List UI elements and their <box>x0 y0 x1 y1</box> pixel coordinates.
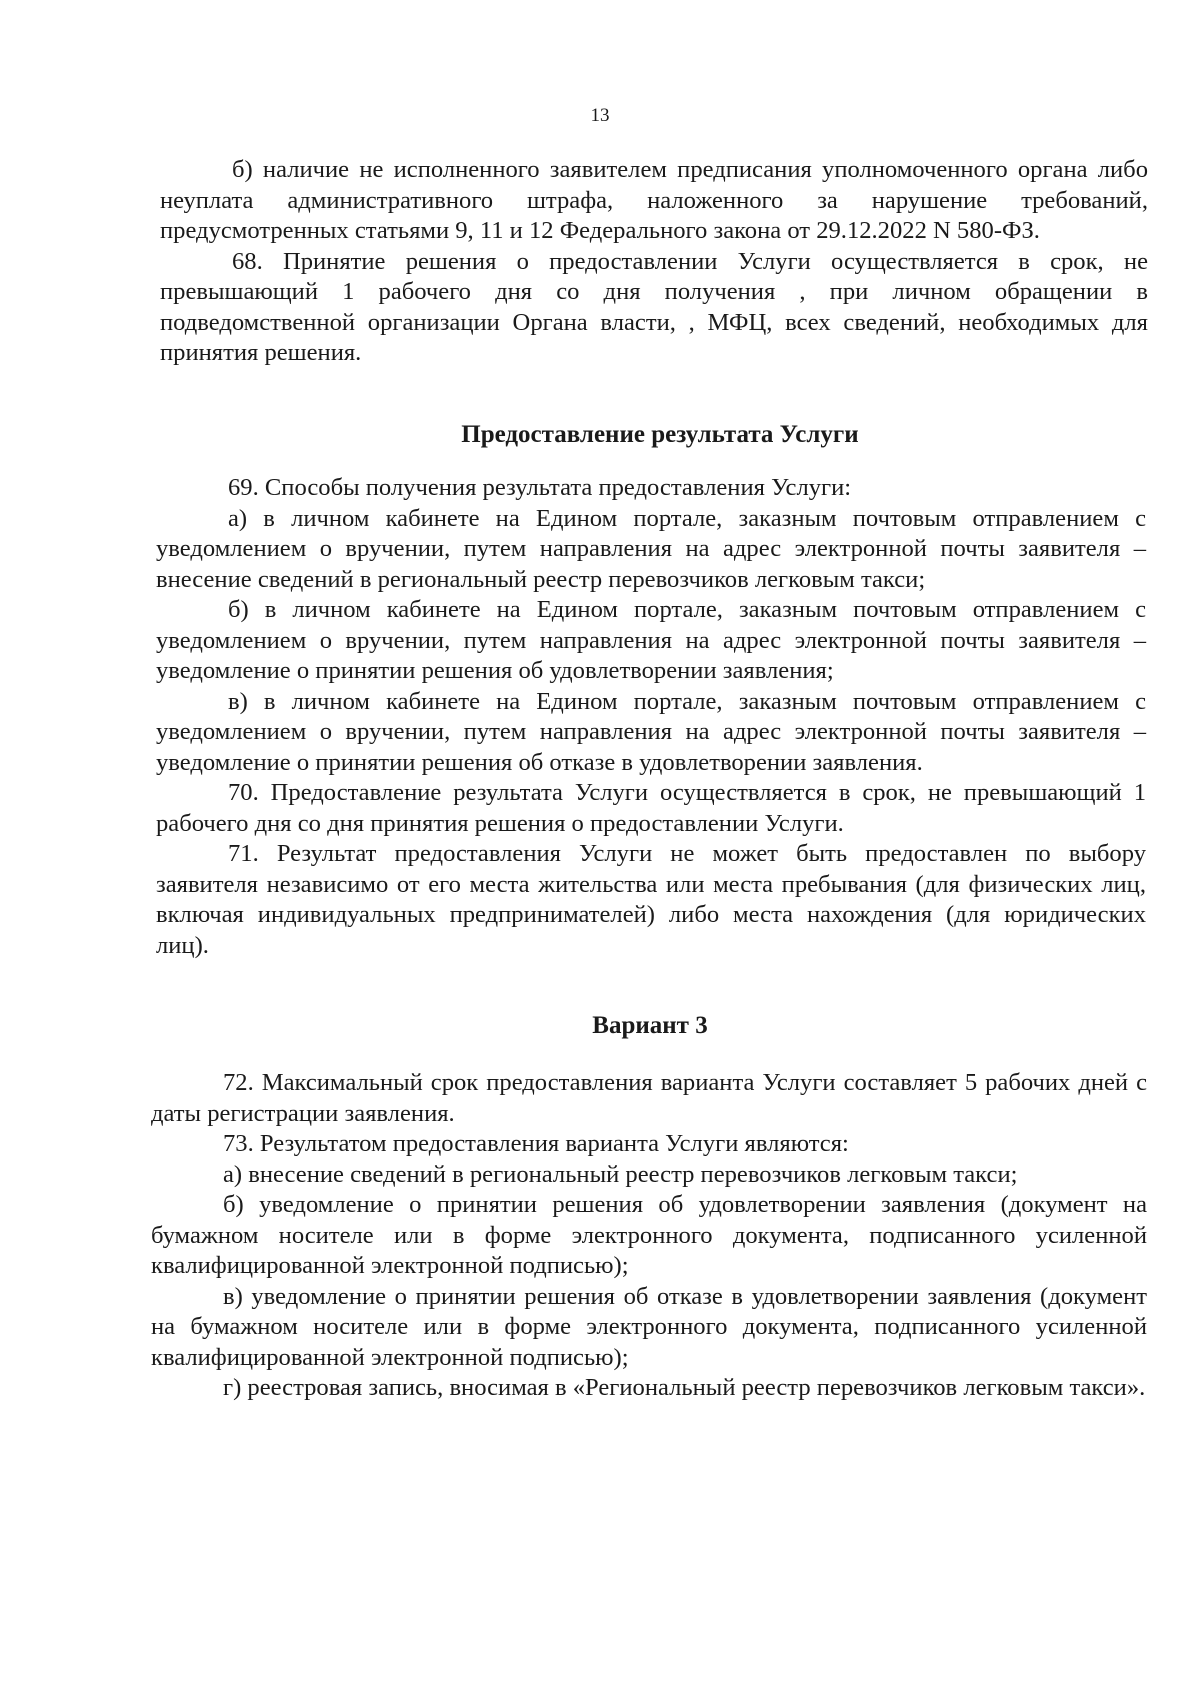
variant-text-block <box>151 1068 1147 1404</box>
paragraph-69a: а) в личном кабинете на Едином портале, заказным почтовым отправлением с уведомлением о вручении, путем направления на адрес электронной почты заявителя – внесение сведений в региональный реестр перевозчиков легковым такси; <box>156 504 1146 593</box>
section-heading-variant: Вариант 3 <box>592 1012 708 1039</box>
paragraph-68: 68. Принятие решения о предоставлении Услуги осуществляется в срок, не превышающий 1 рабочего дня со дня получения , при личном обращении в подведомственной организации Органа власти, , МФЦ, всех сведений, необходимых для принятия решения. <box>160 247 1148 366</box>
paragraph-73a: а) внесение сведений в региональный реестр перевозчиков легковым такси; <box>223 1160 1018 1188</box>
paragraph-70: 70. Предоставление результата Услуги осуществляется в срок, не превышающий 1 рабочего дня со дня принятия решения о предоставлении Услуги. <box>156 779 1146 837</box>
paragraph-73: 73. Результатом предоставления варианта Услуги являются: <box>223 1130 849 1157</box>
paragraph-71: 71. Результат предоставления Услуги не может быть предоставлен по выбору заявителя независимо от его места жительства или места пребывания (для физических лиц, включая индивидуальных предпринимателей) либо места нахождения (для юридических лиц). <box>156 840 1146 959</box>
paragraph-73b: б) уведомление о принятии решения об удовлетворении заявления (документ на бумажном носителе или в форме электронного документа, подписанного усиленной квалифицированной электронной подписью); <box>151 1191 1147 1279</box>
section-heading-result: Предоставление результата Услуги <box>461 421 859 448</box>
page-number: 13 <box>590 105 610 126</box>
paragraph-69c: в) в личном кабинете на Едином портале, заказным почтовым отправлением с уведомлением о вручении, путем направления на адрес электронной почты заявителя – уведомление о принятии решения об отказе в удовлетворении заявления. <box>156 687 1146 776</box>
result-text-block <box>156 473 1146 961</box>
paragraph-73c: в) уведомление о принятии решения об отказе в удовлетворении заявления (документ на бумажном носителе или в форме электронного документа, подписанного усиленной квалифицированной электронной подписью); <box>151 1282 1147 1371</box>
paragraph-69: 69. Способы получения результата предоставления Услуги: <box>228 474 852 501</box>
intro-text-block <box>160 155 1148 369</box>
paragraph-67b: б) наличие не исполненного заявителем предписания уполномоченного органа либо неуплата административного штрафа, наложенного за нарушение требований, предусмотренных статьями 9, 11 и 12 Федерального закона от 29.12.2022 N 580-ФЗ. <box>160 156 1148 244</box>
paragraph-69b: б) в личном кабинете на Едином портале, заказным почтовым отправлением с уведомлением о вручении, путем направления на адрес электронной почты заявителя – уведомление о принятии решения об удовлетворении заявления; <box>156 596 1146 684</box>
paragraph-73d: г) реестровая запись, вносимая в «Региональный реестр перевозчиков легковым такси». <box>223 1374 1146 1401</box>
paragraph-72: 72. Максимальный срок предоставления варианта Услуги составляет 5 рабочих дней с даты регистрации заявления. <box>151 1069 1147 1127</box>
